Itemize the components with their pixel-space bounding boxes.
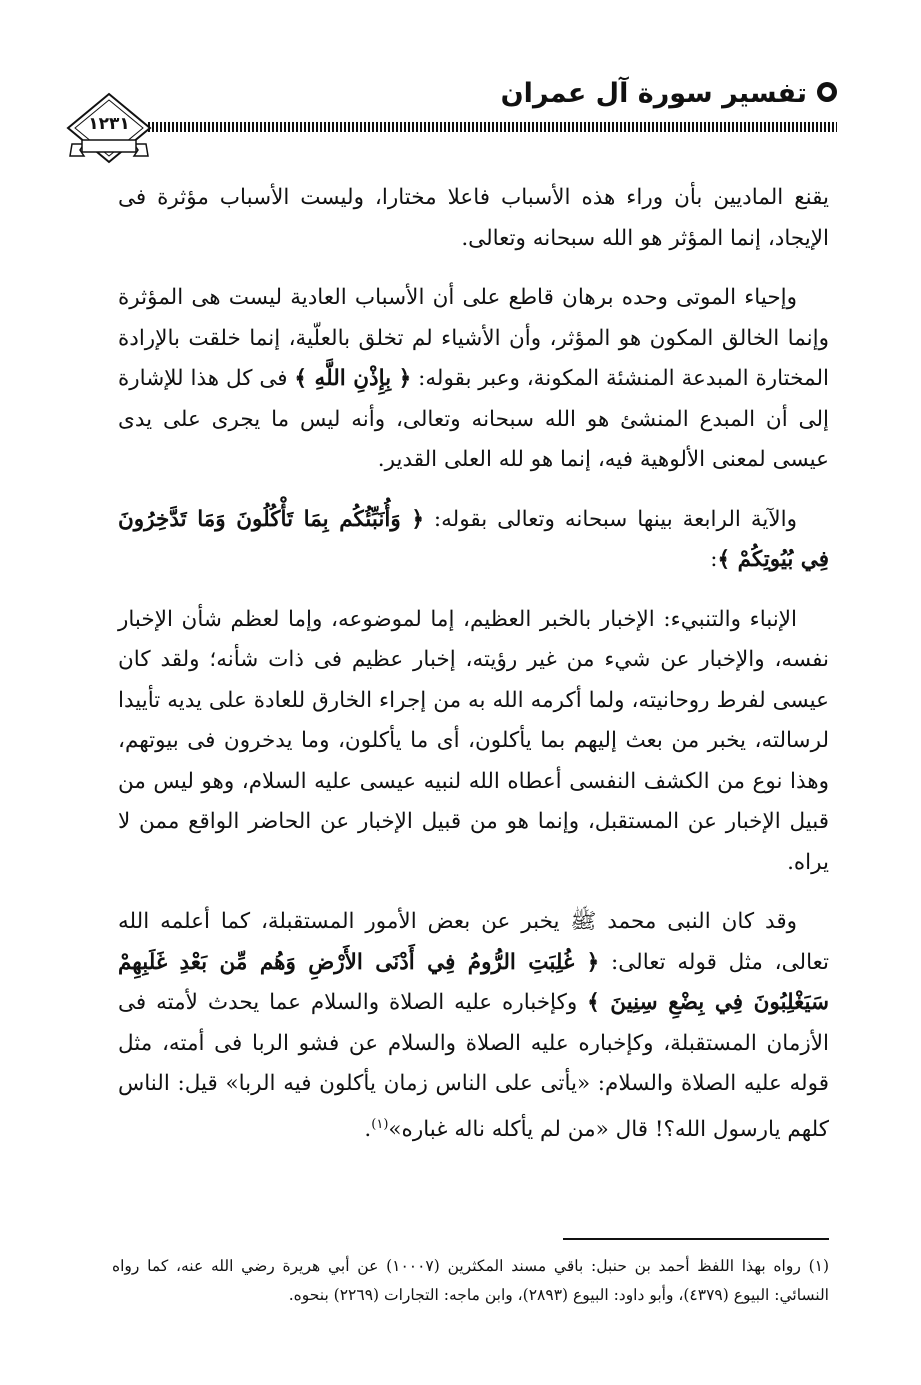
quran-quote: ﴿ غُلِبَتِ الرُّومُ فِي أَدْنَى الأَرْضِ وَهُم مِّن بَعْدِ غَلَبِهِمْ سَيَغْلِبُونَ فِي بِضْعِ سِنِينَ ﴾ bbox=[118, 949, 829, 1015]
paragraph-text: الإنباء والتنبيء: الإخبار بالخبر العظيم، إما لموضوعه، وإما لعظم شأن الإخبار نفسه، والإخبار عن شيء من غير رؤيته، إخبار عظيم فى ذات شأنه؛ ولقد كان عيسى لفرط روحانيته، ولما أكرمه الله به من إجراء الخارق للعادة على يديه تأييدا لرسالته، يخبر من بعث إليهم بما يأكلون، أى ما يأكلون، وما يدخرون فى بيوتهم، وهذا نوع من الكشف النفسى أعطاه الله لنبيه عيسى عليه السلام، وهو ليس من قبيل الإخبار عن المستقبل، وإنما هو من قبيل الإخبار عن الحاضر الواقع ممن لا يراه. bbox=[118, 606, 829, 875]
header-rule bbox=[148, 122, 837, 132]
footnote-marker: (١) bbox=[371, 1116, 389, 1132]
paragraph-text: . bbox=[364, 1116, 372, 1142]
running-header bbox=[148, 78, 837, 108]
page-number: ١٢٣١ bbox=[88, 114, 130, 134]
footnote: (١) رواه بهذا اللفظ أحمد بن حنبل: باقي مسند المكثرين (١٠٠٠٧) عن أبي هريرة رضي الله عنه، كما رواه النسائي: البيوع (٤٣٧٩)، وأبو داود: البيوع (٢٨٩٣)، وابن ماجه: التجارات (٢٢٦٩) بنحوه. bbox=[112, 1257, 830, 1304]
paragraph-text: وقد كان النبى محمد ﷺ يخبر عن بعض الأمور المستقبلة، كما أعلمه الله تعالى، مثل قوله تعالى: bbox=[118, 909, 829, 975]
paragraph-text: يقنع الماديين بأن وراء هذه الأسباب فاعلا مختارا، وليست الأسباب مؤثرة فى الإيجاد، إنما المؤثر هو الله سبحانه وتعالى. bbox=[118, 185, 829, 251]
ornament-icon bbox=[817, 82, 837, 102]
quran-quote: ﴿ بِإِذْنِ اللَّهِ ﴾ bbox=[294, 366, 412, 391]
page-number-badge bbox=[64, 92, 154, 166]
paragraph bbox=[118, 278, 829, 481]
paragraph-text: : bbox=[710, 547, 718, 572]
footnote-separator bbox=[563, 1238, 829, 1240]
paragraph-text: وإحياء الموتى وحده برهان قاطع على أن الأسباب العادية ليست هى المؤثرة وإنما الخالق المكون هو المؤثر، وأن الأشياء لم تخلق بالعلّية، إنما خلقت بالإرادة المختارة المبدعة المنشئة المكونة، وعبر بقوله: bbox=[118, 285, 829, 391]
paragraph-text: والآية الرابعة بينها سبحانه وتعالى بقوله: bbox=[423, 506, 797, 532]
body-text bbox=[118, 178, 829, 1169]
paragraph bbox=[118, 902, 829, 1150]
paragraph-text: وكإخباره عليه الصلاة والسلام عما يحدث لأمته فى الأزمان المستقبلة، وكإخباره عليه الصلاة والسلام عن فشو الربا فى أمته، مثل قوله عليه الصلاة والسلام: «يأتى على الناس زمان يأكلون فيه الربا» قيل: الناس كلهم يارسول الله؟! قال «من لم يأكله ناله غباره» bbox=[118, 990, 829, 1142]
paragraph bbox=[118, 178, 829, 259]
paragraph bbox=[118, 500, 829, 581]
quran-quote: ﴿ وَأُنَبِّئُكُم بِمَا تَأْكُلُونَ وَمَا تَدَّخِرُونَ فِي بُيُوتِكُمْ ﴾ bbox=[118, 506, 829, 572]
page-title: تفسير سورة آل عمران bbox=[500, 78, 807, 109]
paragraph-text: فى كل هذا للإشارة إلى أن المبدع المنشئ هو الله سبحانه وتعالى، وأنه ليس ما يجرى على يدى عيسى لمعنى الألوهية فيه، إنما هو لله العلى القدير. bbox=[118, 366, 829, 472]
paragraph bbox=[118, 600, 829, 884]
